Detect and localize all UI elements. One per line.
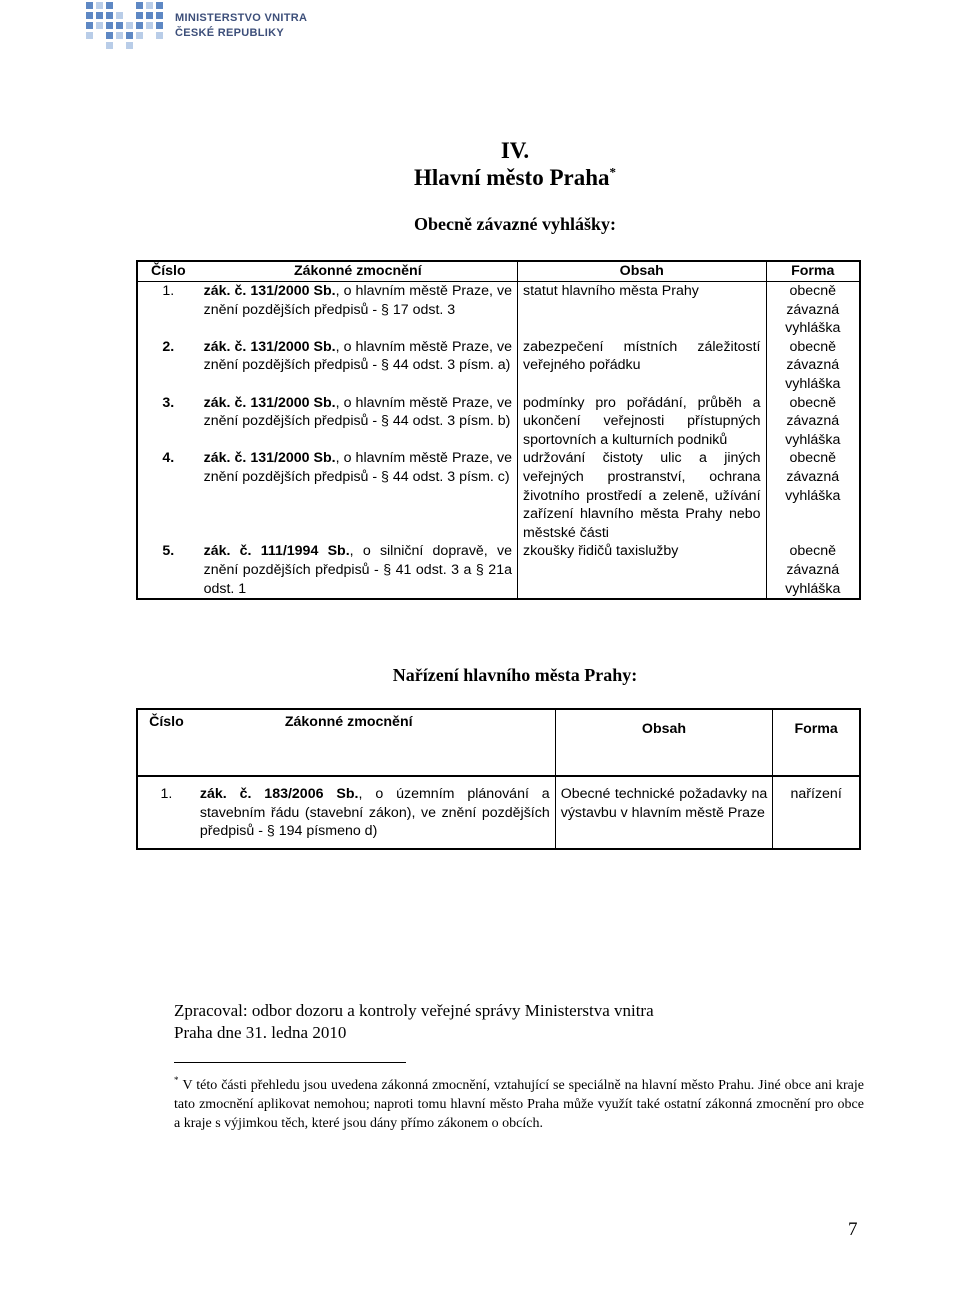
column-header-cislo: Číslo xyxy=(137,261,199,282)
table-header-row xyxy=(137,261,860,282)
row-obsah: udržování čistoty ulic a jiných veřejných prostranství, ochrana životního prostředí a zeleně, užívání zařízení hlavního města Prahy nebo městské části xyxy=(517,449,766,542)
row-number: 5. xyxy=(162,543,175,560)
column-header-forma: Forma xyxy=(766,261,860,282)
row-forma: obecně závazná vyhláška xyxy=(766,338,860,394)
row-number: 4. xyxy=(162,450,175,467)
table-row xyxy=(137,542,860,599)
row-zmocneni: zák. č. 131/2000 Sb., o hlavním městě Praze, ve znění pozdějších předpisů - § 44 odst. 3 písm. a) xyxy=(203,338,512,374)
prepared-by-line: Zpracoval: odbor dozoru a kontroly veřejné správy Ministerstva vnitra xyxy=(174,1001,654,1020)
column-header-zmocneni: Zákonné zmocnění xyxy=(199,261,518,282)
row-obsah: zkoušky řidičů taxislužby xyxy=(517,542,766,599)
row-forma: obecně závazná vyhláška xyxy=(766,542,860,599)
row-zmocneni: zák. č. 183/2006 Sb., o územním plánování a stavebním řádu (stavební zákon), ve znění pozdějších předpisů - § 194 písmeno d) xyxy=(199,786,550,840)
footnote-mark: * xyxy=(174,1075,179,1086)
prepared-by xyxy=(174,1000,654,1044)
row-obsah: statut hlavního města Prahy xyxy=(517,282,766,338)
table-row xyxy=(137,338,860,394)
table-row xyxy=(137,776,860,849)
row-number: 3. xyxy=(162,394,175,411)
column-header-obsah: Obsah xyxy=(555,709,773,776)
row-obsah: zabezpečení místních záležitostí veřejného pořádku xyxy=(517,338,766,394)
prepared-date: Praha dne 31. ledna 2010 xyxy=(174,1023,347,1042)
column-header-zmocneni: Zákonné zmocnění xyxy=(195,709,555,776)
ministry-logo-text: MINISTERSTVO VNITRA ČESKÉ REPUBLIKY xyxy=(175,11,308,39)
row-forma: nařízení xyxy=(773,776,860,849)
column-header-forma: Forma xyxy=(773,709,860,776)
row-forma: obecně závazná vyhláška xyxy=(766,282,860,338)
table-row xyxy=(137,394,860,450)
page-number: 7 xyxy=(848,1219,858,1240)
narizeni-table xyxy=(136,708,861,850)
table-header-row xyxy=(137,709,860,776)
row-forma: obecně závazná vyhláška xyxy=(766,449,860,542)
footnote-reference: * xyxy=(609,164,616,180)
row-number: 1. xyxy=(160,786,173,802)
row-number: 2. xyxy=(162,338,175,355)
footnote-text: V této části přehledu jsou uvedena zákonná zmocnění, vztahující se speciálně na hlavní město Prahu. Jiné obce ani kraje tato zmocnění aplikovat nemohou; naproti tomu hlavní město Praha může využít také ostatní zákonná zmocnění pro obce a kraje s výjimkou těch, které jsou dány přímo zákonem o obcích. xyxy=(174,1078,864,1131)
row-obsah: Obecné technické požadavky na výstavbu v hlavním městě Praze xyxy=(555,776,773,849)
row-obsah: podmínky pro pořádání, průběh a ukončení veřejnosti přístupných sportovních a kulturních podniků xyxy=(517,394,766,450)
footnote xyxy=(174,1076,864,1133)
row-zmocneni: zák. č. 131/2000 Sb., o hlavním městě Praze, ve znění pozdějších předpisů - § 44 odst. 3 písm. b) xyxy=(203,394,512,430)
column-header-cislo: Číslo xyxy=(137,709,195,776)
ozv-heading: Obecně závazné vyhlášky: xyxy=(414,214,616,234)
column-header-obsah: Obsah xyxy=(517,261,766,282)
row-zmocneni: zák. č. 131/2000 Sb., o hlavním městě Praze, ve znění pozdějších předpisů - § 17 odst. 3 xyxy=(203,283,512,318)
table-row xyxy=(137,282,860,338)
narizeni-heading: Nařízení hlavního města Prahy: xyxy=(392,665,638,685)
ozv-table xyxy=(136,260,861,600)
row-zmocneni: zák. č. 131/2000 Sb., o hlavním městě Praze, ve znění pozdějších předpisů - § 44 odst. 3 písm. c) xyxy=(203,450,512,485)
row-zmocneni: zák. č. 111/1994 Sb., o silniční dopravě, ve znění pozdějších předpisů - § 41 odst. 3 a § 21a odst. 1 xyxy=(203,543,512,597)
ministry-logo xyxy=(86,2,307,49)
footnote-separator xyxy=(174,1062,406,1063)
row-number: 1. xyxy=(162,283,175,299)
table-row xyxy=(137,449,860,542)
section-title: Hlavní město Praha* xyxy=(414,164,616,190)
ministry-logo-icon xyxy=(86,2,163,49)
row-forma: obecně závazná vyhláška xyxy=(766,394,860,450)
section-number: IV. xyxy=(500,138,530,163)
